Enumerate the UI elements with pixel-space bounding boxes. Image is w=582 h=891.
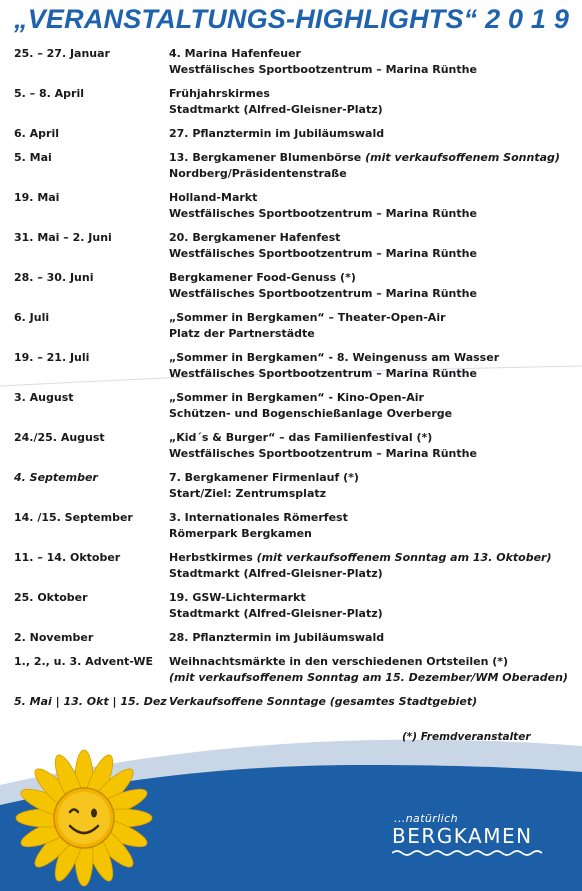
event-location: (mit verkaufsoffenem Sonntag am 15. Dezember/WM Oberaden) xyxy=(169,671,568,684)
event-title xyxy=(169,150,574,166)
event-location: Westfälisches Sportbootzentrum – Marina Rünthe xyxy=(169,207,477,220)
event-title-text: „Sommer in Bergkamen“ – Theater-Open-Air xyxy=(169,311,446,324)
event-title-text: 4. Marina Hafenfeuer xyxy=(169,47,301,60)
event-date: 19. – 21. Juli xyxy=(14,351,90,364)
event-date: 19. Mai xyxy=(14,191,60,204)
event-date: 24./25. August xyxy=(14,431,105,444)
event-date: 14. /15. September xyxy=(14,511,133,524)
event-description xyxy=(169,430,574,462)
event-row xyxy=(14,694,574,710)
event-row xyxy=(14,190,574,222)
event-description xyxy=(169,150,574,182)
event-description xyxy=(169,630,574,646)
event-description xyxy=(169,190,574,222)
event-date: 5. Mai | 13. Okt | 15. Dez xyxy=(14,695,167,708)
event-title-text: 28. Pflanztermin im Jubiläumswald xyxy=(169,631,385,644)
event-location: Westfälisches Sportbootzentrum – Marina Rünthe xyxy=(169,367,477,380)
event-title-text: „Sommer in Bergkamen“ - Kino-Open-Air xyxy=(169,391,424,404)
event-date: 28. – 30. Juni xyxy=(14,271,94,284)
event-date: 31. Mai – 2. Juni xyxy=(14,231,112,244)
event-title xyxy=(169,86,574,102)
event-row xyxy=(14,630,574,646)
event-description xyxy=(169,46,574,78)
event-row xyxy=(14,590,574,622)
event-location: Start/Ziel: Zentrumsplatz xyxy=(169,487,327,500)
event-date: 11. – 14. Oktober xyxy=(14,551,121,564)
event-location: Stadtmarkt (Alfred-Gleisner-Platz) xyxy=(169,567,383,580)
event-title-text: 7. Bergkamener Firmenlauf (*) xyxy=(169,471,359,484)
logo-name: BERGKAMEN xyxy=(392,824,533,848)
event-row xyxy=(14,150,574,182)
sunflower-smiley-icon xyxy=(14,748,154,888)
event-title xyxy=(169,270,574,286)
event-date: 5. – 8. April xyxy=(14,87,85,100)
event-title-text: 27. Pflanztermin im Jubiläumswald xyxy=(169,127,385,140)
page-title: „VERANSTALTUNGS-HIGHLIGHTS“ 2 0 1 9 xyxy=(14,4,570,34)
event-location: Stadtmarkt (Alfred-Gleisner-Platz) xyxy=(169,103,383,116)
event-title-note: (mit verkaufsoffenem Sonntag am 13. Oktober) xyxy=(252,551,552,564)
event-description xyxy=(169,654,574,686)
event-title-text: „Sommer in Bergkamen“ - 8. Weingenuss am Wasser xyxy=(169,351,500,364)
event-title xyxy=(169,654,574,670)
event-date: 6. Juli xyxy=(14,311,50,324)
event-description xyxy=(169,550,574,582)
event-description xyxy=(169,470,574,502)
event-title xyxy=(169,590,574,606)
event-title xyxy=(169,694,574,710)
event-location: Westfälisches Sportbootzentrum – Marina Rünthe xyxy=(169,447,477,460)
event-title-text: 13. Bergkamener Blumenbörse xyxy=(169,151,362,164)
event-location: Römerpark Bergkamen xyxy=(169,527,312,540)
bergkamen-logo xyxy=(392,812,552,857)
event-row xyxy=(14,430,574,462)
event-location: Schützen- und Bogenschießanlage Overberge xyxy=(169,407,453,420)
event-description xyxy=(169,126,574,142)
event-location: Westfälisches Sportbootzentrum – Marina Rünthe xyxy=(169,247,477,260)
event-title xyxy=(169,470,574,486)
event-title xyxy=(169,46,574,62)
event-date: 1., 2., u. 3. Advent-WE xyxy=(14,655,154,668)
event-title xyxy=(169,230,574,246)
event-title-text: „Kid´s & Burger“ – das Familienfestival (*) xyxy=(169,431,433,444)
event-row xyxy=(14,510,574,542)
footnote: (*) Fremdveranstalter xyxy=(402,731,531,743)
wave-icon xyxy=(392,849,547,857)
event-location: Nordberg/Präsidentenstraße xyxy=(169,167,347,180)
event-date: 6. April xyxy=(14,127,60,140)
event-title xyxy=(169,126,574,142)
event-row xyxy=(14,46,574,78)
event-title-text: 3. Internationales Römerfest xyxy=(169,511,348,524)
event-row xyxy=(14,390,574,422)
event-title-text: Weihnachtsmärkte in den verschiedenen Ortsteilen (*) xyxy=(169,655,509,668)
event-title xyxy=(169,350,574,366)
event-description xyxy=(169,310,574,342)
event-date: 4. September xyxy=(14,471,98,484)
event-location: Westfälisches Sportbootzentrum – Marina Rünthe xyxy=(169,63,477,76)
event-date: 2. November xyxy=(14,631,94,644)
event-row xyxy=(14,126,574,142)
event-title xyxy=(169,550,574,566)
event-location: Platz der Partnerstädte xyxy=(169,327,315,340)
event-row xyxy=(14,470,574,502)
event-row xyxy=(14,86,574,118)
event-row xyxy=(14,350,574,382)
event-title-text: 20. Bergkamener Hafenfest xyxy=(169,231,341,244)
event-description xyxy=(169,230,574,262)
event-location: Stadtmarkt (Alfred-Gleisner-Platz) xyxy=(169,607,383,620)
event-title-text: Frühjahrskirmes xyxy=(169,87,270,100)
event-title-note: (mit verkaufsoffenem Sonntag) xyxy=(361,151,560,164)
event-date: 25. – 27. Januar xyxy=(14,47,110,60)
event-date: 3. August xyxy=(14,391,74,404)
event-description xyxy=(169,86,574,118)
event-title xyxy=(169,390,574,406)
event-title-text: Verkaufsoffene Sonntage (gesamtes Stadtgebiet) xyxy=(169,695,478,708)
event-row xyxy=(14,310,574,342)
event-description xyxy=(169,390,574,422)
event-title-text: Bergkamener Food-Genuss (*) xyxy=(169,271,356,284)
event-row xyxy=(14,230,574,262)
event-title xyxy=(169,190,574,206)
event-title-text: Herbstkirmes xyxy=(169,551,253,564)
event-title xyxy=(169,310,574,326)
event-description xyxy=(169,590,574,622)
event-title-text: Holland-Markt xyxy=(169,191,258,204)
event-title xyxy=(169,510,574,526)
event-description xyxy=(169,510,574,542)
event-list xyxy=(14,46,574,710)
event-title xyxy=(169,430,574,446)
logo-tagline: ...natürlich xyxy=(394,812,458,825)
event-description xyxy=(169,270,574,302)
event-title-text: 19. GSW-Lichtermarkt xyxy=(169,591,306,604)
event-title xyxy=(169,630,574,646)
event-row xyxy=(14,270,574,302)
event-date: 5. Mai xyxy=(14,151,52,164)
event-description xyxy=(169,694,574,710)
event-row xyxy=(14,654,574,686)
event-location: Westfälisches Sportbootzentrum – Marina Rünthe xyxy=(169,287,477,300)
event-date: 25. Oktober xyxy=(14,591,88,604)
event-description xyxy=(169,350,574,382)
event-row xyxy=(14,550,574,582)
